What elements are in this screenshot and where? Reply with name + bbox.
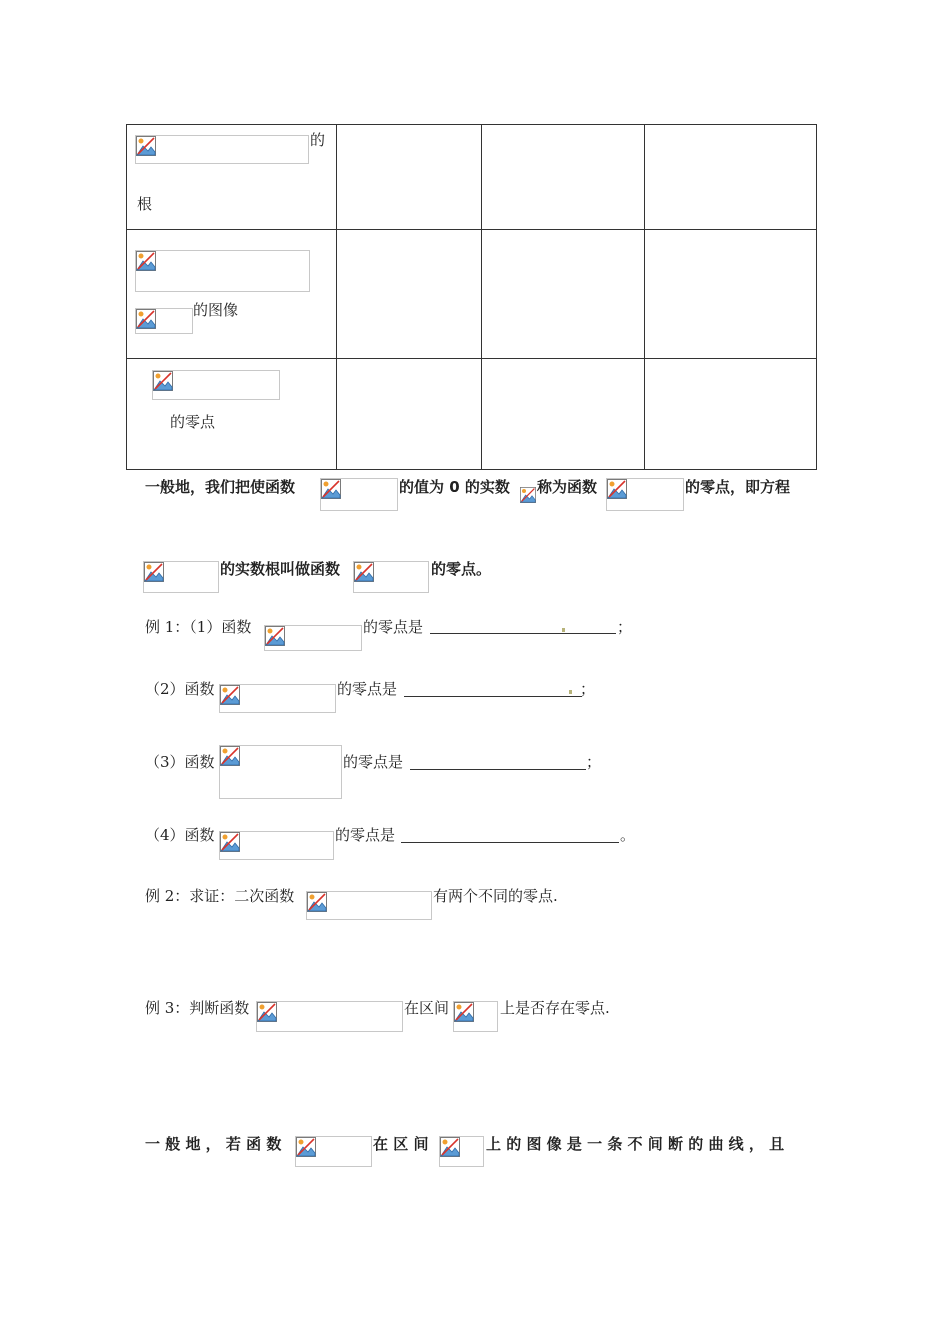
function-image: [219, 745, 342, 799]
broken-image-icon: [153, 371, 173, 391]
function-image: [606, 478, 684, 511]
example-1-label: 例 1：（1）函数: [145, 618, 252, 636]
broken-image-icon: [265, 626, 285, 646]
definition-text: 的实数根叫做函数: [220, 560, 341, 578]
interval-image: [439, 1136, 484, 1167]
example-2-label: 例 2：求证：二次函数: [145, 887, 295, 905]
cell-label: 根: [137, 195, 153, 213]
theorem-text: 一 般 地 ， 若 函 数: [145, 1135, 282, 1153]
function-image: [256, 1001, 403, 1032]
example-text: 在区间: [404, 999, 450, 1017]
mark: [562, 628, 565, 632]
function-image: [295, 1136, 372, 1167]
table-cell-zero: [127, 359, 337, 470]
table-cell: [482, 359, 645, 470]
broken-image-icon: [136, 309, 156, 329]
punctuation: ；: [580, 680, 596, 698]
table-cell: [482, 125, 645, 230]
broken-image-icon: [257, 1002, 277, 1022]
broken-image-icon: [607, 479, 627, 499]
broken-image-icon: [321, 479, 341, 499]
answer-blank: [430, 633, 616, 634]
theorem-text: 在 区 间: [373, 1135, 429, 1153]
table-cell: [337, 359, 482, 470]
function-image: [219, 831, 334, 860]
cell-label: 的零点: [170, 413, 216, 431]
example-text: 上是否存在零点.: [500, 999, 610, 1017]
broken-image-icon: [354, 562, 374, 582]
example-text: （4）函数: [145, 826, 215, 844]
equation-image: [143, 561, 219, 593]
table-cell: [337, 230, 482, 359]
table-cell: [482, 230, 645, 359]
answer-blank: [401, 842, 619, 843]
example-text: 有两个不同的零点.: [433, 887, 558, 905]
function-image: [135, 250, 310, 292]
definition-text: 称为函数: [537, 478, 598, 496]
punctuation: ；: [586, 753, 602, 771]
zero-point-table: [126, 124, 817, 470]
broken-image-icon: [454, 1002, 474, 1022]
interval-image: [453, 1001, 498, 1032]
broken-image-icon: [296, 1137, 316, 1157]
cell-label: 的图像: [193, 301, 239, 319]
table-cell: [645, 230, 817, 359]
definition-text: 的值为 0 的实数: [399, 478, 510, 496]
definition-text: 一般地，我们把使函数: [145, 478, 296, 496]
function-image: [135, 308, 193, 334]
example-text: 的零点是: [337, 680, 398, 698]
table-cell: [645, 125, 817, 230]
answer-blank: [404, 696, 582, 697]
function-image: [219, 684, 336, 713]
table-cell-graph: [127, 230, 337, 359]
broken-image-icon: [220, 685, 240, 705]
example-text: （3）函数: [145, 753, 215, 771]
definition-text: 的零点，即方程: [685, 478, 791, 496]
function-image: [264, 625, 362, 651]
theorem-text: 上 的 图 像 是 一 条 不 间 断 的 曲 线 ， 且: [486, 1135, 785, 1153]
broken-image-icon: [220, 832, 240, 852]
function-image: [152, 370, 280, 400]
cell-suffix: 的: [310, 131, 326, 149]
example-3-label: 例 3：判断函数: [145, 999, 250, 1017]
function-image: [320, 478, 398, 511]
mark: [569, 690, 572, 694]
definition-text: 的零点。: [431, 560, 492, 578]
broken-image-icon: [220, 746, 240, 766]
equation-image: [135, 135, 309, 164]
example-text: 的零点是: [343, 753, 404, 771]
table-cell: [337, 125, 482, 230]
example-text: 的零点是: [363, 618, 424, 636]
function-image: [353, 561, 429, 593]
punctuation: 。: [620, 826, 636, 844]
broken-image-icon: [136, 136, 156, 156]
example-text: （2）函数: [145, 680, 215, 698]
table-cell: [645, 359, 817, 470]
table-cell-root: [127, 125, 337, 230]
broken-image-icon: [144, 562, 164, 582]
broken-image-icon: [307, 892, 327, 912]
broken-image-icon: [440, 1137, 460, 1157]
broken-image-icon: [520, 487, 536, 503]
punctuation: ；: [617, 618, 633, 636]
answer-blank: [410, 769, 586, 770]
broken-image-icon: [136, 251, 156, 271]
function-image: [306, 891, 432, 920]
example-text: 的零点是: [335, 826, 396, 844]
